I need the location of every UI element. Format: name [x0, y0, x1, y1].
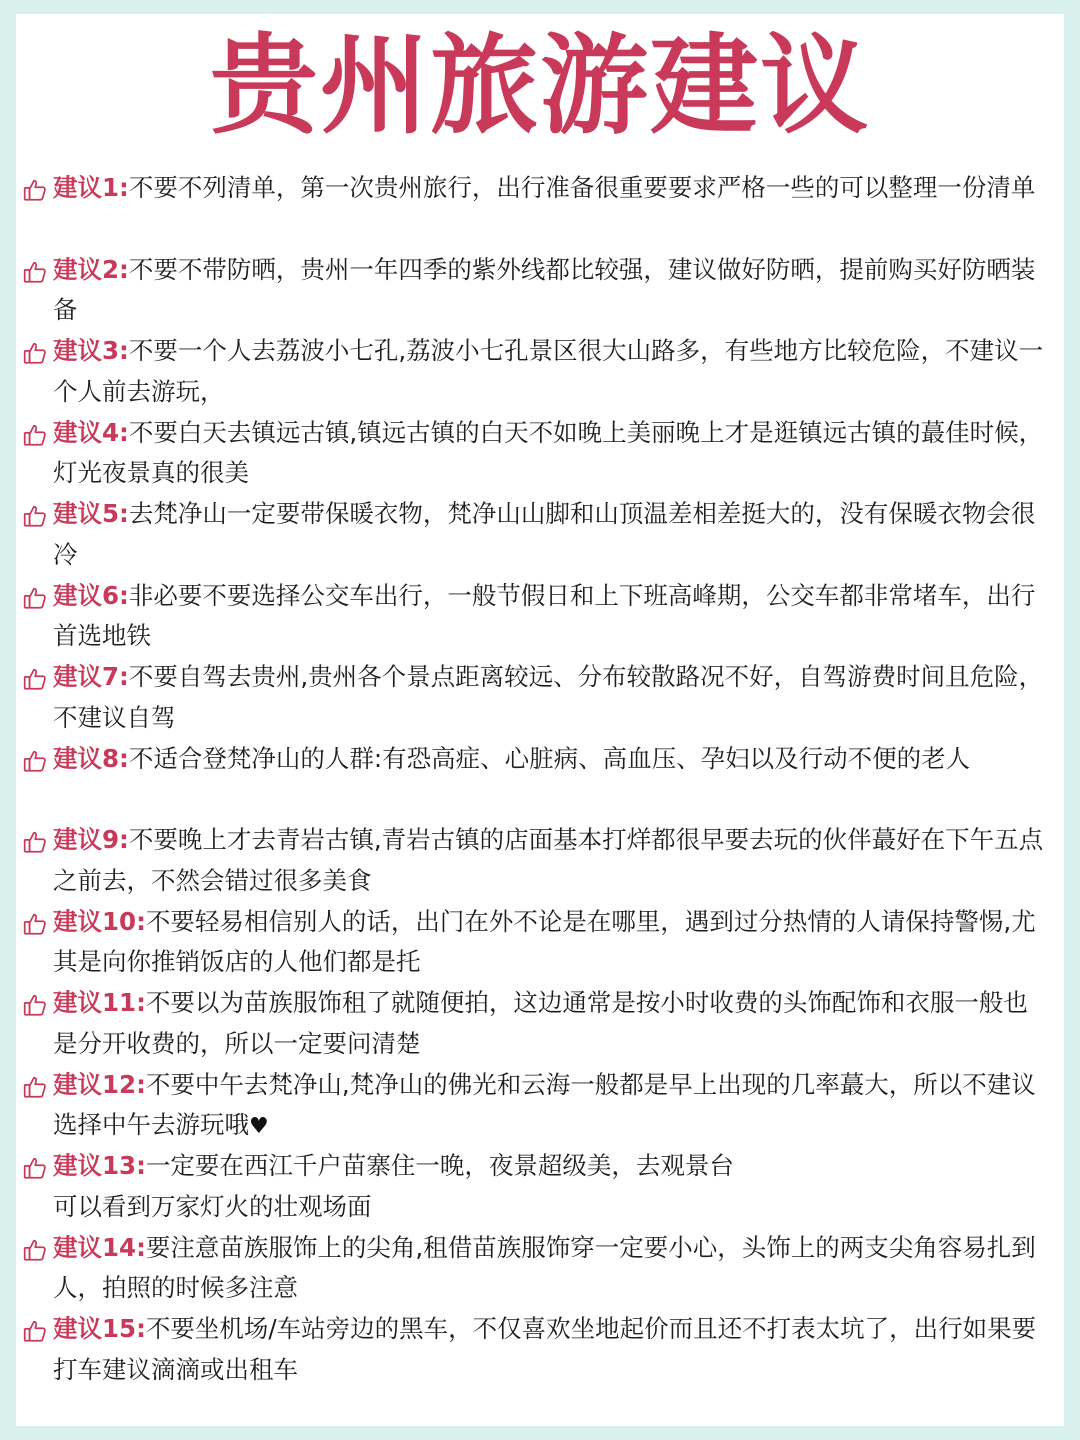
- page-title: 贵州旅游建议: [209, 24, 870, 149]
- thumbs-up-icon: [22, 420, 48, 446]
- heart-icon: ♥: [249, 1114, 269, 1139]
- tip-item: [16, 657, 1064, 739]
- tip-label: 建议9:: [53, 825, 129, 854]
- tip-label: 建议5:: [53, 499, 129, 528]
- thumbs-up-icon: [22, 1316, 48, 1342]
- tip-text: 一定要在西江千户苗寨住一晚，夜景超级美，去观景台: [145, 1151, 734, 1180]
- thumbs-up-icon: [22, 664, 48, 690]
- tip-item: [16, 902, 1064, 984]
- tip-text: 不要中午去梵净山,梵净山的佛光和云海一般都是早上出现的几率蕞大，所以不建议选择中午去游玩哦: [53, 1069, 1036, 1139]
- tip-item: [16, 1065, 1064, 1147]
- tip-label: 建议12:: [53, 1069, 146, 1099]
- tip-text-line2: 可以看到万家灯火的壮观场面: [53, 1191, 372, 1221]
- thumbs-up-icon: [22, 175, 48, 201]
- tip-label: 建议13:: [53, 1151, 146, 1180]
- thumbs-up-icon: [22, 990, 48, 1016]
- thumbs-up-icon: [22, 501, 48, 527]
- tip-item: [16, 1309, 1064, 1391]
- tip-item: [16, 168, 1064, 250]
- tip-text: 不要以为苗族服饰租了就随便拍，这边通常是按小时收费的头饰配饰和衣服一般也是分开收费的，所以一定要问清楚: [53, 988, 1028, 1058]
- tip-label: 建议6:: [53, 580, 129, 610]
- tip-label: 建议8:: [53, 743, 129, 773]
- thumbs-up-icon: [22, 909, 48, 935]
- tip-item: [16, 1228, 1064, 1310]
- tip-text: 不要一个人去荔波小七孔,荔波小七孔景区很大山路多，有些地方比较危险，不建议一个人前去游玩，: [53, 336, 1044, 406]
- tip-label: 建议2:: [53, 254, 129, 284]
- tip-text: 去梵净山一定要带保暖衣物，梵净山山脚和山顶温差相差挺大的，没有保暖衣物会很冷: [53, 499, 1036, 569]
- tip-item: [16, 331, 1064, 413]
- tip-text: 非必要不要选择公交车出行，一般节假日和上下班高峰期，公交车都非常堵车，出行首选地铁: [53, 580, 1036, 650]
- tip-item: [16, 1146, 1064, 1228]
- tip-label: 建议10:: [53, 906, 146, 936]
- tip-item: [16, 250, 1064, 332]
- tip-label: 建议7:: [53, 662, 129, 691]
- tip-label: 建议3:: [53, 336, 129, 365]
- tip-text: 不要自驾去贵州,贵州各个景点距离较远、分布较散路况不好，自驾游费时间且危险，不建议自驾: [53, 662, 1044, 732]
- tip-text: 不要轻易相信别人的话，出门在外不论是在哪里，遇到过分热情的人请保持警惕,尤其是向你推销饭店的人他们都是托: [53, 906, 1036, 976]
- tip-item: [16, 739, 1064, 821]
- thumbs-up-icon: [22, 746, 48, 772]
- tip-label: 建议4:: [53, 417, 129, 447]
- tip-label: 建议15:: [53, 1314, 146, 1343]
- thumbs-up-icon: [22, 583, 48, 609]
- thumbs-up-icon: [22, 1072, 48, 1098]
- tip-text: 不要坐机场/车站旁边的黑车，不仅喜欢坐地起价而且还不打表太坑了，出行如果要打车建议滴滴或出租车: [53, 1314, 1037, 1384]
- tip-text: 不要晚上才去青岩古镇,青岩古镇的店面基本打烊都很早要去玩的伙伴蕞好在下午五点之前去，不然会错过很多美食: [53, 825, 1044, 895]
- tip-text: 不要白天去镇远古镇,镇远古镇的白天不如晚上美丽晚上才是逛镇远古镇的蕞佳时候，灯光夜景真的很美: [53, 417, 1044, 487]
- tip-item: [16, 494, 1064, 576]
- thumbs-up-icon: [22, 827, 48, 853]
- tip-item: [16, 983, 1064, 1065]
- tip-text: 不要不带防晒，贵州一年四季的紫外线都比较强，建议做好防晒，提前购买好防晒装备: [53, 254, 1036, 324]
- tip-label: 建议14:: [53, 1232, 146, 1262]
- thumbs-up-icon: [22, 1235, 48, 1261]
- tips-list: [16, 168, 1064, 1391]
- tip-item: [16, 576, 1064, 658]
- tip-text: 要注意苗族服饰上的尖角,租借苗族服饰穿一定要小心，头饰上的两支尖角容易扎到人，拍照的时候多注意: [53, 1232, 1036, 1302]
- tip-label: 建议11:: [53, 988, 146, 1017]
- thumbs-up-icon: [22, 338, 48, 364]
- tip-label: 建议1:: [53, 173, 129, 202]
- thumbs-up-icon: [22, 257, 48, 283]
- tip-text: 不要不列清单，第一次贵州旅行，出行准备很重要要求严格一些的可以整理一份清单: [128, 173, 1036, 202]
- tip-item: [16, 413, 1064, 495]
- tip-text: 不适合登梵净山的人群:有恐高症、心脏病、高血压、孕妇以及行动不便的老人: [128, 743, 971, 773]
- tip-item: [16, 820, 1064, 902]
- poster: [16, 14, 1064, 1426]
- thumbs-up-icon: [22, 1153, 48, 1179]
